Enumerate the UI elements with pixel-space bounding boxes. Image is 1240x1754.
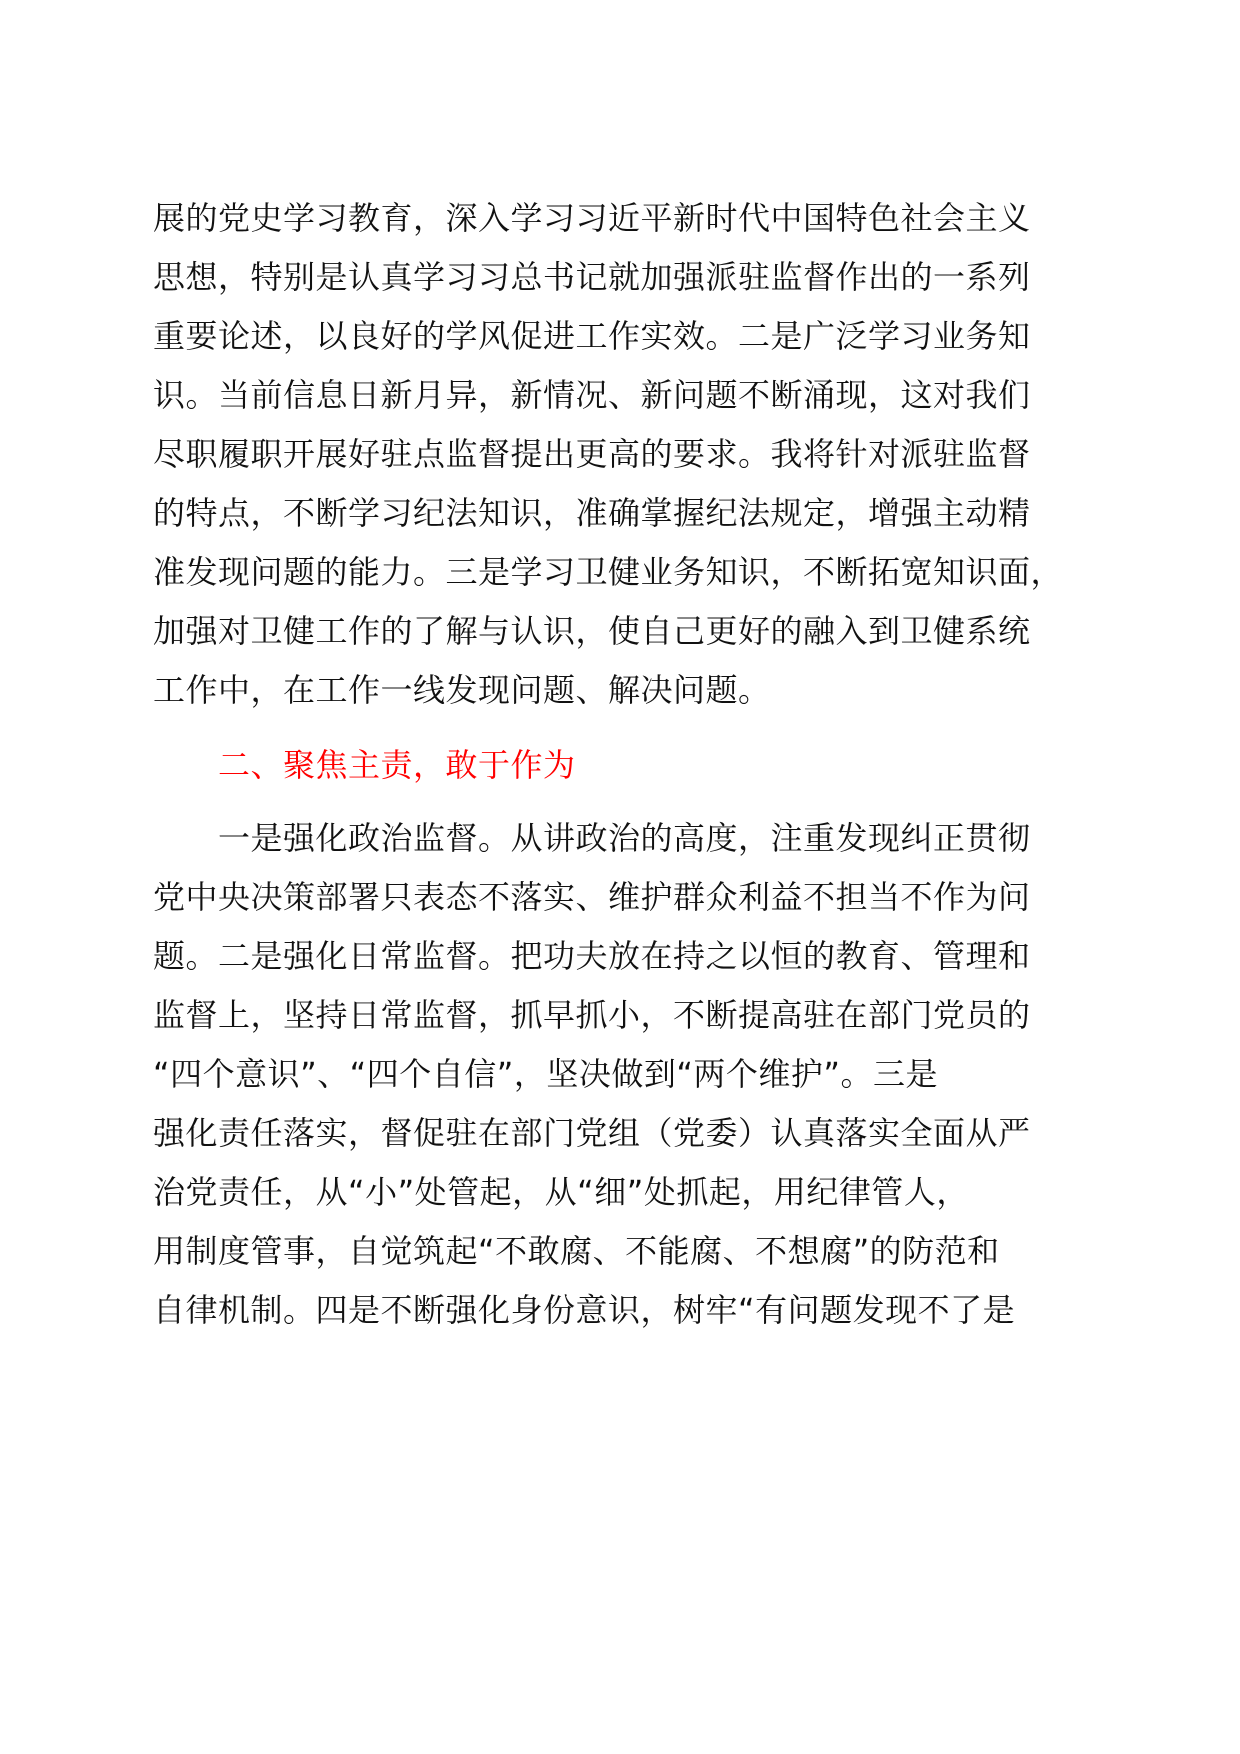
paragraph-2-line-9: 自律机制。四是不断强化身份意识，树牢“有问题发现不了是 [153, 1291, 1016, 1329]
paragraph-1-line-9: 工作中，在工作一线发现问题、解决问题。 [153, 671, 771, 709]
section-heading: 二、聚焦主责，敢于作为 [218, 746, 576, 784]
paragraph-2-line-7: 治党责任，从“小”处管起，从“细”处抓起，用纪律管人， [153, 1173, 969, 1211]
paragraph-1-line-5: 尽职履职开展好驻点监督提出更高的要求。我将针对派驻监督 [153, 435, 1031, 473]
paragraph-1-line-6: 的特点，不断学习纪法知识，准确掌握纪法规定，增强主动精 [153, 494, 1031, 532]
paragraph-2-line-4: 监督上，坚持日常监督，抓早抓小，不断提高驻在部门党员的 [153, 996, 1031, 1034]
paragraph-2-line-1: 一是强化政治监督。从讲政治的高度，注重发现纠正贯彻 [218, 819, 1031, 857]
paragraph-2-line-2: 党中央决策部署只表态不落实、维护群众利益不担当不作为问 [153, 878, 1031, 916]
paragraph-2-line-5: “四个意识”、“四个自信”，坚决做到“两个维护”。三是 [153, 1055, 938, 1093]
paragraph-1-line-4: 识。当前信息日新月异，新情况、新问题不断涌现，这对我们 [153, 376, 1031, 414]
paragraph-1-line-7: 准发现问题的能力。三是学习卫健业务知识，不断拓宽知识面， [153, 553, 1064, 591]
paragraph-2-line-6: 强化责任落实，督促驻在部门党组（党委）认真落实全面从严 [153, 1114, 1031, 1152]
paragraph-1-line-8: 加强对卫健工作的了解与认识，使自己更好的融入到卫健系统 [153, 612, 1031, 650]
paragraph-2-line-3: 题。二是强化日常监督。把功夫放在持之以恒的教育、管理和 [153, 937, 1031, 975]
paragraph-2-line-8: 用制度管事，自觉筑起“不敢腐、不能腐、不想腐”的防范和 [153, 1232, 1000, 1270]
paragraph-1-line-3: 重要论述，以良好的学风促进工作实效。二是广泛学习业务知 [153, 317, 1031, 355]
paragraph-1-line-1: 展的党史学习教育，深入学习习近平新时代中国特色社会主义 [153, 199, 1031, 237]
paragraph-1-line-2: 思想，特别是认真学习习总书记就加强派驻监督作出的一系列 [153, 258, 1031, 296]
